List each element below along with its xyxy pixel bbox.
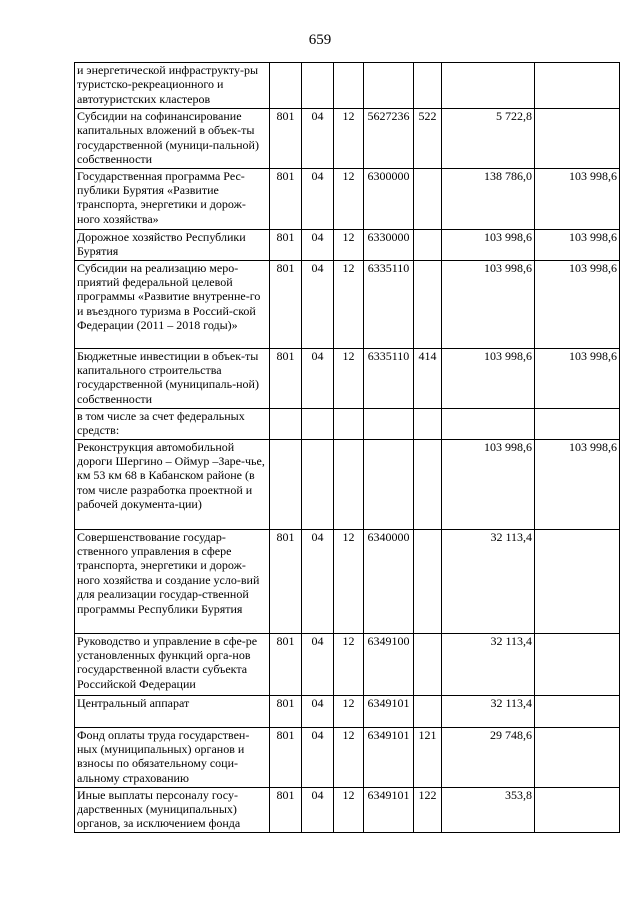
ministry-code: 801: [270, 168, 302, 229]
amount-year-2: [535, 727, 620, 787]
row-name: Государственная программа Рес-публики Бурятия «Развитие транспорта, энергетики и дорож-ного хозяйства»: [75, 168, 270, 229]
amount-year-1: 353,8: [442, 787, 535, 832]
page-number: 659: [308, 32, 332, 48]
target-code: 6349101: [364, 695, 414, 727]
amount-year-1: 103 998,6: [442, 348, 535, 408]
subsection-code: 12: [334, 109, 364, 169]
row-name: Реконструкция автомобильной дороги Шергино – Оймур –Заре-чье, км 53 км 68 в Кабанском районе (в том числе разработка проектной и рабочей документа-ции): [75, 439, 270, 529]
section-code: [302, 408, 334, 439]
amount-year-1: 103 998,6: [442, 229, 535, 260]
amount-year-2: [535, 109, 620, 169]
amount-year-1: [442, 408, 535, 439]
ministry-code: [270, 63, 302, 109]
subsection-code: 12: [334, 348, 364, 408]
section-code: 04: [302, 787, 334, 832]
target-code: 6349100: [364, 633, 414, 695]
amount-year-1: 32 113,4: [442, 529, 535, 633]
table-row: [75, 695, 620, 727]
target-code: 6340000: [364, 529, 414, 633]
expense-type-code: [414, 168, 442, 229]
row-name: в том числе за счет федеральных средств:: [75, 408, 270, 439]
expense-type-code: [414, 529, 442, 633]
subsection-code: 12: [334, 727, 364, 787]
budget-table: [74, 62, 620, 833]
subsection-code: [334, 439, 364, 529]
section-code: 04: [302, 229, 334, 260]
ministry-code: 801: [270, 787, 302, 832]
table-row: [75, 529, 620, 633]
row-name: Иные выплаты персоналу госу-дарственных (муниципальных) органов, за исключением фонда: [75, 787, 270, 832]
expense-type-code: [414, 695, 442, 727]
amount-year-2: [535, 408, 620, 439]
expense-type-code: 121: [414, 727, 442, 787]
subsection-code: [334, 408, 364, 439]
target-code: 6335110: [364, 348, 414, 408]
ministry-code: [270, 439, 302, 529]
row-name: Субсидии на реализацию меро-приятий федеральной целевой программы «Развитие внутренне-го и въездного туризма в Россий-ской Федерации (2011 – 2018 годы)»: [75, 260, 270, 348]
amount-year-2: [535, 529, 620, 633]
table-row: [75, 408, 620, 439]
expense-type-code: 522: [414, 109, 442, 169]
section-code: [302, 439, 334, 529]
subsection-code: 12: [334, 633, 364, 695]
section-code: [302, 63, 334, 109]
expense-type-code: [414, 229, 442, 260]
row-name: Субсидии на софинансирование капитальных вложений в объек-ты государственной (муници-пальной) собственности: [75, 109, 270, 169]
ministry-code: 801: [270, 727, 302, 787]
ministry-code: 801: [270, 260, 302, 348]
subsection-code: 12: [334, 695, 364, 727]
table-row: [75, 439, 620, 529]
section-code: 04: [302, 529, 334, 633]
table-row: [75, 348, 620, 408]
target-code: 5627236: [364, 109, 414, 169]
target-code: 6349101: [364, 787, 414, 832]
target-code: [364, 408, 414, 439]
amount-year-1: 5 722,8: [442, 109, 535, 169]
amount-year-1: 29 748,6: [442, 727, 535, 787]
section-code: 04: [302, 109, 334, 169]
subsection-code: 12: [334, 168, 364, 229]
target-code: 6300000: [364, 168, 414, 229]
expense-type-code: [414, 63, 442, 109]
section-code: 04: [302, 348, 334, 408]
amount-year-1: 32 113,4: [442, 695, 535, 727]
row-name: Руководство и управление в сфе-ре установленных функций орга-нов государственной власти субъекта Российской Федерации: [75, 633, 270, 695]
subsection-code: 12: [334, 529, 364, 633]
section-code: 04: [302, 168, 334, 229]
amount-year-1: 103 998,6: [442, 439, 535, 529]
amount-year-2: [535, 633, 620, 695]
ministry-code: 801: [270, 529, 302, 633]
table-row: [75, 168, 620, 229]
row-name: Бюджетные инвестиции в объек-ты капитального строительства государственной (муниципаль-ной) собственности: [75, 348, 270, 408]
table-row: [75, 109, 620, 169]
row-name: Совершенствование государ-ственного управления в сфере транспорта, энергетики и дорож-ного хозяйства и создание усло-вий для реализации государ-ственной программы Республики Бурятия: [75, 529, 270, 633]
target-code: 6349101: [364, 727, 414, 787]
row-name: Дорожное хозяйство Республики Бурятия: [75, 229, 270, 260]
amount-year-1: 138 786,0: [442, 168, 535, 229]
amount-year-1: 103 998,6: [442, 260, 535, 348]
subsection-code: 12: [334, 787, 364, 832]
expense-type-code: [414, 633, 442, 695]
ministry-code: 801: [270, 229, 302, 260]
subsection-code: [334, 63, 364, 109]
target-code: 6330000: [364, 229, 414, 260]
amount-year-2: [535, 63, 620, 109]
ministry-code: 801: [270, 109, 302, 169]
section-code: 04: [302, 633, 334, 695]
expense-type-code: 122: [414, 787, 442, 832]
subsection-code: 12: [334, 229, 364, 260]
ministry-code: 801: [270, 633, 302, 695]
amount-year-2: 103 998,6: [535, 168, 620, 229]
section-code: 04: [302, 727, 334, 787]
amount-year-1: 32 113,4: [442, 633, 535, 695]
amount-year-2: [535, 695, 620, 727]
row-name: Центральный аппарат: [75, 695, 270, 727]
row-name: Фонд оплаты труда государствен-ных (муниципальных) органов и взносы по обязательному соци-альному страхованию: [75, 727, 270, 787]
expense-type-code: [414, 260, 442, 348]
ministry-code: [270, 408, 302, 439]
amount-year-2: 103 998,6: [535, 348, 620, 408]
expense-type-code: [414, 439, 442, 529]
expense-type-code: 414: [414, 348, 442, 408]
table-row: [75, 727, 620, 787]
table-row: [75, 63, 620, 109]
table-row: [75, 260, 620, 348]
amount-year-2: [535, 787, 620, 832]
amount-year-2: 103 998,6: [535, 439, 620, 529]
section-code: 04: [302, 695, 334, 727]
table-row: [75, 633, 620, 695]
target-code: [364, 63, 414, 109]
target-code: 6335110: [364, 260, 414, 348]
section-code: 04: [302, 260, 334, 348]
ministry-code: 801: [270, 348, 302, 408]
ministry-code: 801: [270, 695, 302, 727]
subsection-code: 12: [334, 260, 364, 348]
table-row: [75, 229, 620, 260]
amount-year-1: [442, 63, 535, 109]
amount-year-2: 103 998,6: [535, 229, 620, 260]
table-row: [75, 787, 620, 832]
target-code: [364, 439, 414, 529]
amount-year-2: 103 998,6: [535, 260, 620, 348]
expense-type-code: [414, 408, 442, 439]
row-name: и энергетической инфраструкту-ры туристско-рекреационного и автотуристских кластеров: [75, 63, 270, 109]
